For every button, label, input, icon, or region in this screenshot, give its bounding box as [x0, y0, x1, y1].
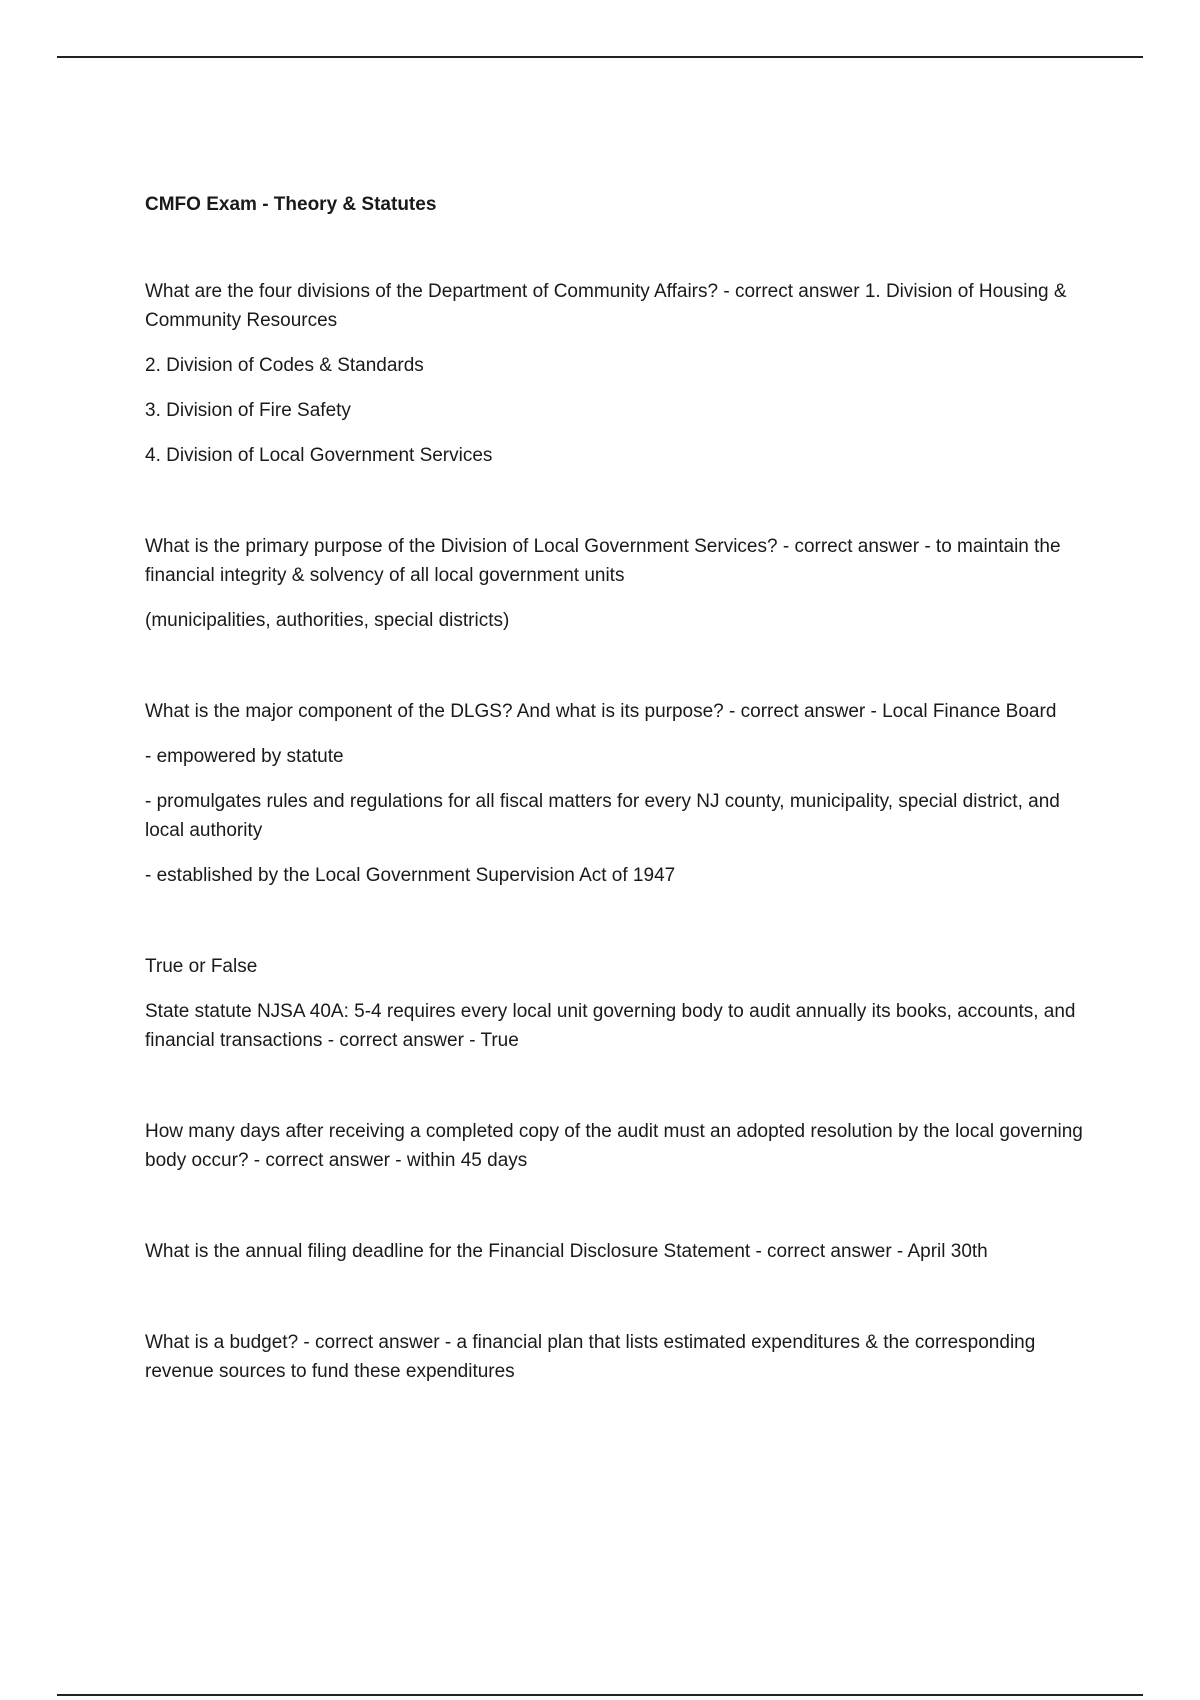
qa-block-divisions: [145, 277, 1095, 470]
qa-block-dlgs-purpose: [145, 532, 1095, 635]
answer-paragraph: - established by the Local Government Supervision Act of 1947: [145, 865, 676, 886]
footer-rule: [57, 1694, 1143, 1696]
qa-block-dlgs-component: [145, 697, 1095, 890]
qa-block-true-false-audit: [145, 952, 1095, 1055]
answer-paragraph: (municipalities, authorities, special districts): [145, 610, 510, 631]
answer-paragraph: - promulgates rules and regulations for all fiscal matters for every NJ county, municipality, special district, and local authority: [145, 791, 1060, 841]
qa-block-budget: [145, 1328, 1095, 1386]
document-body: [145, 190, 1095, 1448]
qa-block-disclosure-deadline: [145, 1237, 1095, 1266]
question-paragraph: What is a budget? - correct answer - a financial plan that lists estimated expenditures & the corresponding revenue sources to fund these expenditures: [145, 1332, 1036, 1382]
document-title: CMFO Exam - Theory & Statutes: [145, 194, 437, 215]
question-label: True or False: [145, 956, 258, 977]
header-rule: [57, 56, 1143, 58]
answer-paragraph: 4. Division of Local Government Services: [145, 445, 493, 466]
question-paragraph: How many days after receiving a completed copy of the audit must an adopted resolution by the local governing body occur? - correct answer - within 45 days: [145, 1121, 1083, 1171]
qa-block-audit-resolution: [145, 1117, 1095, 1175]
question-paragraph: What is the major component of the DLGS? And what is its purpose? - correct answer - Local Finance Board: [145, 701, 1057, 722]
question-paragraph: State statute NJSA 40A: 5-4 requires every local unit governing body to audit annually its books, accounts, and financial transactions - correct answer - True: [145, 1001, 1076, 1051]
question-paragraph: What is the annual filing deadline for the Financial Disclosure Statement - correct answer - April 30th: [145, 1241, 988, 1262]
answer-paragraph: 3. Division of Fire Safety: [145, 400, 351, 421]
answer-paragraph: 2. Division of Codes & Standards: [145, 355, 424, 376]
answer-paragraph: - empowered by statute: [145, 746, 344, 767]
question-paragraph: What are the four divisions of the Department of Community Affairs? - correct answer 1. Division of Housing & Community Resources: [145, 281, 1067, 331]
question-paragraph: What is the primary purpose of the Division of Local Government Services? - correct answer - to maintain the financial integrity & solvency of all local government units: [145, 536, 1061, 586]
